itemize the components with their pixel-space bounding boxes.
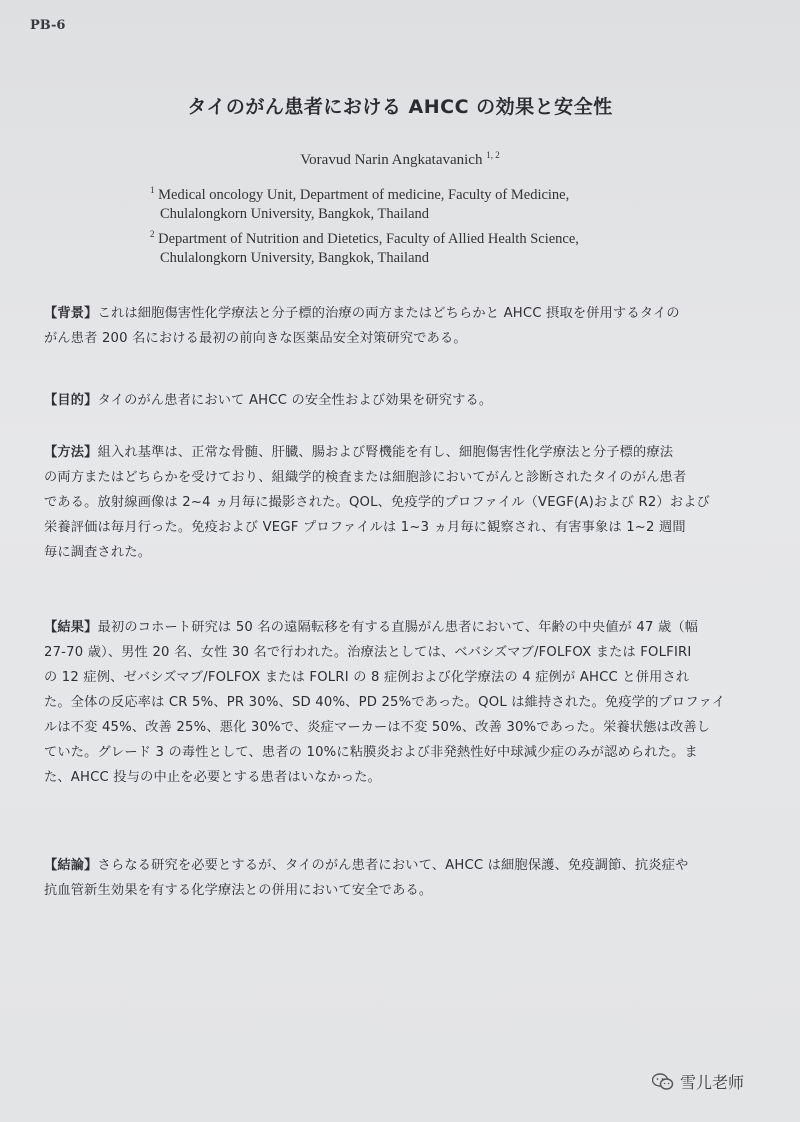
methods-line-5: 毎に調査された。: [44, 545, 152, 560]
affiliation-2-line-2: Chulalongkorn University, Bangkok, Thailand: [160, 250, 430, 267]
affiliation-2-text: Department of Nutrition and Dietetics, Faculty of Allied Health Science,: [158, 230, 579, 247]
results-label: 【結果】: [44, 620, 98, 635]
methods-line-1: [44, 440, 724, 465]
conclusion-line-2: 抗血管新生効果を有する化学療法との併用において安全である。: [44, 883, 433, 898]
objective-text-1: タイのがん患者において AHCC の安全性および効果を研究する。: [97, 393, 493, 408]
background-label: 【背景】: [44, 306, 98, 321]
results-text-1: 最初のコホート研究は 50 名の遠隔転移を有する直腸がん患者において、年齢の中央値が 47 歳（幅: [97, 620, 699, 635]
affiliation-2-line-1: [150, 225, 630, 249]
section-objective: [44, 388, 724, 413]
affiliations: [150, 181, 630, 269]
section-conclusion: [44, 853, 724, 903]
objective-line-1: [44, 388, 724, 413]
conclusion-text-1: さらなる研究を必要とするが、タイのがん患者において、AHCC は細胞保護、免疫調節、抗炎症や: [97, 858, 689, 873]
affiliation-1-mark: 1: [150, 185, 155, 195]
results-line-5: ルは不変 45%、改善 25%、悪化 30%で、炎症マーカーは不変 50%、改善 30%であった。栄養状態は改善し: [44, 720, 711, 735]
results-line-6: ていた。グレード 3 の毒性として、患者の 10%に粘膜炎および非発熱性好中球減少症のみが認められた。ま: [44, 745, 698, 760]
results-line-1: [44, 615, 724, 640]
watermark-text: 雪儿老师: [680, 1073, 745, 1092]
results-line-4: た。全体の反応率は CR 5%、PR 30%、SD 40%、PD 25%であった。QOL は維持された。免疫学的プロファイ: [44, 695, 726, 710]
author-line: [0, 150, 800, 169]
affiliation-1-line-2: Chulalongkorn University, Bangkok, Thailand: [160, 206, 430, 223]
affiliation-1-text: Medical oncology Unit, Department of medicine, Faculty of Medicine,: [158, 186, 570, 203]
background-line-1: [44, 301, 724, 326]
wechat-icon: [652, 1073, 674, 1091]
objective-label: 【目的】: [44, 393, 98, 408]
conclusion-line-1: [44, 853, 724, 878]
affiliation-2-mark: 2: [150, 228, 155, 239]
background-line-2: がん患者 200 名における最初の前向きな医薬品安全対策研究である。: [44, 331, 467, 346]
methods-line-2: の両方またはどちらかを受けており、組織学的検査または細胞診においてがんと診断されたタイのがん患者: [44, 470, 687, 485]
methods-line-3: である。放射線画像は 2~4 ヵ月毎に撮影された。QOL、免疫学的プロファイル（VEGF(A)および R2）および: [44, 495, 710, 510]
methods-text-1: 組入れ基準は、正常な骨髄、肝臓、腸および腎機能を有し、細胞傷害性化学療法と分子標的療法: [97, 445, 674, 460]
background-text-1: これは細胞傷害性化学療法と分子標的治療の両方またはどちらかと AHCC 摂取を併用するタイの: [97, 306, 680, 321]
author-affil-marks: 1, 2: [486, 150, 500, 160]
section-background: [44, 301, 724, 351]
results-line-3: の 12 症例、ゼバシズマブ/FOLFOX または FOLRI の 8 症例および化学療法の 4 症例が AHCC と併用され: [44, 670, 690, 685]
author-name: Voravud Narin Angkatavanich: [300, 152, 483, 168]
section-results: [44, 615, 724, 790]
section-methods: [44, 440, 724, 565]
affiliation-1-line-1: [150, 181, 630, 205]
page-id: PB-6: [30, 18, 66, 33]
conclusion-label: 【結論】: [44, 858, 98, 873]
methods-line-4: 栄養評価は毎月行った。免疫および VEGF プロファイルは 1~3 ヵ月毎に観察され、有害事象は 1~2 週間: [44, 520, 686, 535]
results-line-2: 27-70 歳）、男性 20 名、女性 30 名で行われた。治療法としては、ベバシズマブ/FOLFOX または FOLFIRI: [44, 645, 692, 660]
paper-title: タイのがん患者における AHCC の効果と安全性: [187, 96, 613, 118]
methods-label: 【方法】: [44, 445, 98, 460]
watermark: [652, 1070, 744, 1093]
results-line-7: た、AHCC 投与の中止を必要とする患者はいなかった。: [44, 770, 382, 785]
